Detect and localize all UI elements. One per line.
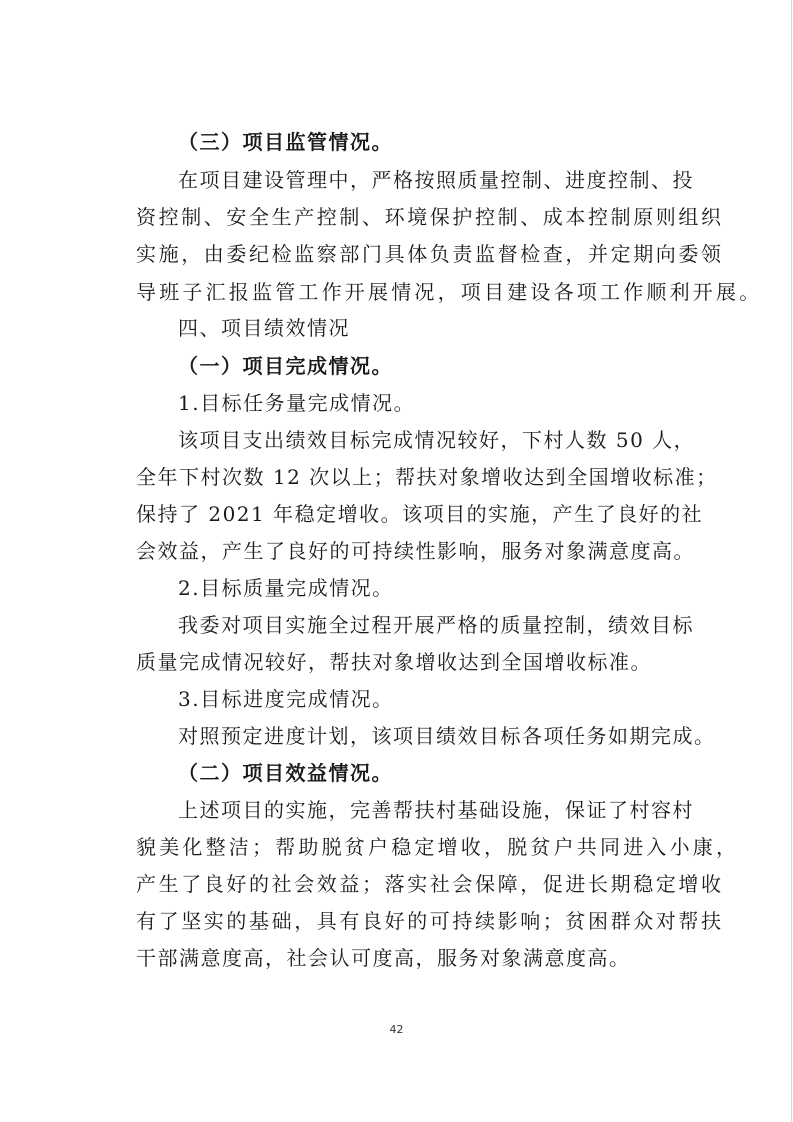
paragraph-line: 干部满意度高，社会认可度高，服务对象满意度高。 xyxy=(136,946,631,970)
page-number: 42 xyxy=(389,1023,404,1036)
subsection-heading-quantity: 1.目标任务量完成情况。 xyxy=(178,391,416,415)
paragraph-line: 资控制、安全生产控制、环境保护控制、成本控制原则组织 xyxy=(136,205,724,229)
section-heading-benefits: （二）项目效益情况。 xyxy=(178,761,393,785)
paragraph-line: 上述项目的实施，完善帮扶村基础设施，保证了村容村 xyxy=(178,798,694,822)
paragraph-line: 对照预定进度计划，该项目绩效目标各项任务如期完成。 xyxy=(178,724,716,748)
subsection-heading-progress: 3.目标进度完成情况。 xyxy=(178,687,394,711)
paragraph-line: 产生了良好的社会效益；落实社会保障，促进长期稳定增收 xyxy=(136,872,724,896)
paragraph-line: 在项目建设管理中，严格按照质量控制、进度控制、投 xyxy=(178,168,694,192)
paragraph-line: 该项目支出绩效目标完成情况较好，下村人数 50 人， xyxy=(178,428,696,452)
paragraph-line: 全年下村次数 12 次以上；帮扶对象增收达到全国增收标准； xyxy=(136,465,718,489)
section-heading-supervision: （三）项目监管情况。 xyxy=(178,130,393,154)
page-edge-divider xyxy=(791,0,792,1122)
paragraph-line: 实施，由委纪检监察部门具体负责监督检查，并定期向委领 xyxy=(136,242,724,266)
paragraph-line: 导班子汇报监管工作开展情况，项目建设各项工作顺利开展。 xyxy=(136,280,763,304)
paragraph-line: 质量完成情况较好，帮扶对象增收达到全国增收标准。 xyxy=(136,650,652,674)
paragraph-line: 我委对项目实施全过程开展严格的质量控制，绩效目标 xyxy=(178,613,694,637)
subsection-heading-quality: 2.目标质量完成情况。 xyxy=(178,576,394,600)
section-heading-completion: （一）项目完成情况。 xyxy=(178,354,393,378)
paragraph-line: 有了坚实的基础，具有良好的可持续影响；贫困群众对帮扶 xyxy=(136,909,724,933)
paragraph-line: 保持了 2021 年稳定增收。该项目的实施，产生了良好的社 xyxy=(136,502,704,526)
section-heading-performance: 四、项目绩效情况 xyxy=(178,316,350,340)
paragraph-line: 貌美化整洁；帮助脱贫户稳定增收，脱贫户共同进入小康， xyxy=(136,835,740,859)
paragraph-line: 会效益，产生了良好的可持续性影响，服务对象满意度高。 xyxy=(136,539,695,563)
